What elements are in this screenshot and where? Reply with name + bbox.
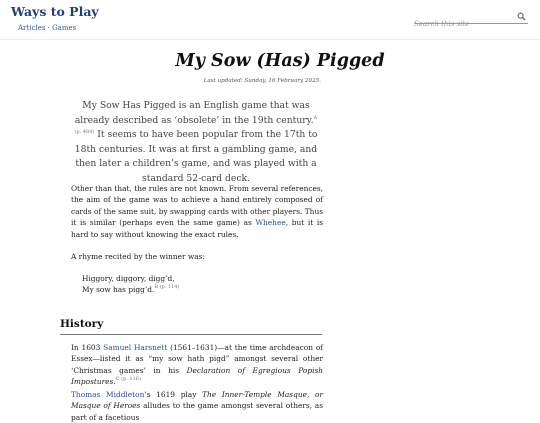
site-nav [18,24,76,32]
history-work-title: Declaration of Egregious Popish Impostures [71,365,324,387]
rhyme-block [82,273,179,296]
header-divider [0,39,540,40]
nav-separator: · [47,24,50,32]
thomas-middleton-link[interactable]: Thomas Middleton [71,390,145,399]
rhyme-line-1: Higgory, diggory, digg’d, [82,274,175,283]
page-title: My Sow (Has) Pigged [175,51,385,71]
rules-text-1: Other than that, the rules are not known. From several references, the aim of the game was to achieve a hand entirely composed of cards of the same suit, by swapping cards with other players. Thus it is similar (perhaps even the same game) as [71,184,323,228]
rules-paragraph [71,183,323,240]
history-text-2: (1561–1631)—at the time archdeacon of Essex—listed it as “my sow hath pigd” amongst several other ‘Christmas games’ in his [71,343,324,375]
citation-b[interactable]: B (p. 114) [154,284,180,291]
last-updated: Last updated: Sunday, 16 February 2025. [203,78,321,84]
samuel-harsnett-link[interactable]: Samuel Harsnett [103,343,168,352]
lead-paragraph [71,99,321,186]
history-p2-text-1: ’s 1619 play [144,390,203,399]
site-title-link[interactable]: Ways to Play [11,4,99,19]
history-paragraph-1 [71,342,323,388]
history-divider [60,334,322,335]
search-box [414,11,528,24]
history-p2-text-2: alludes to the game amongst several others, as part of a facetious [71,401,323,422]
citation-a[interactable]: A (p. 484) [74,114,318,135]
history-paragraph-2 [71,389,323,423]
nav-articles-link[interactable]: Articles [18,24,46,32]
site-header [0,0,540,40]
rules-text-2: , but it is hard to say without knowing the exact rules. [71,218,323,239]
history-text-1: In 1603 [71,343,104,352]
rhyme-line-2 [82,284,179,295]
history-p2-work: The Inner-Temple Masque, or Masque of Heroes [71,390,323,411]
history-heading: History [60,318,104,330]
search-input[interactable] [414,19,510,30]
search-icon[interactable] [517,12,526,21]
history-text-3: . [113,377,116,387]
rhyme-line-2-text: My sow has pigg’d. [82,285,155,295]
nav-games-link[interactable]: Games [52,24,77,32]
whehee-link[interactable]: Whehee [255,218,286,228]
citation-c[interactable]: C (p. 116) [115,376,141,383]
lead-text-1: My Sow Has Pigged is an English game that was already described as ‘obsolete’ in the 19th century. [74,100,314,126]
rhyme-intro: A rhyme recited by the winner was: [71,252,205,261]
lead-text-2: It seems to have been popular from the 17th to 18th centuries. It was at first a gambling game, and then later a children’s game, and was played with a standard 52-card deck. [74,129,318,184]
